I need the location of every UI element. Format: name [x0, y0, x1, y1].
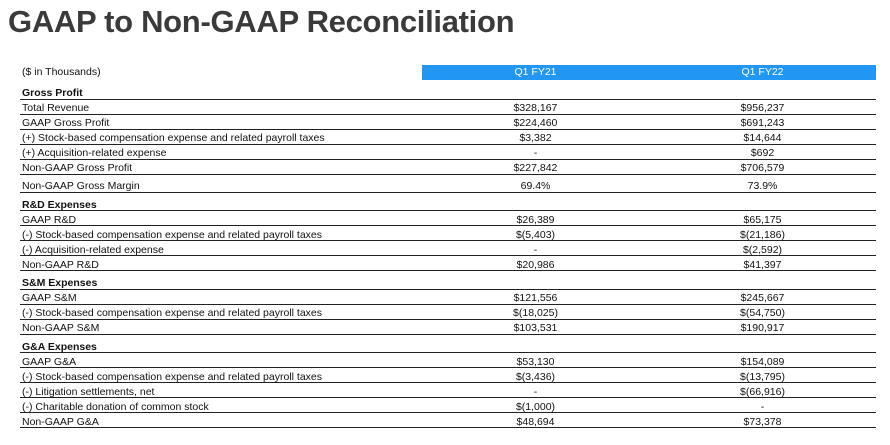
period-header-q1-fy22: Q1 FY22: [649, 65, 876, 80]
section-heading-row: [20, 192, 876, 211]
table-row: [20, 226, 876, 241]
row-value-q1-fy22: $(13,795): [649, 368, 876, 383]
row-value-q1-fy22: $41,397: [649, 256, 876, 271]
row-label: Non-GAAP R&D: [20, 256, 422, 271]
section-heading-gross-profit: Gross Profit: [20, 80, 876, 99]
row-label: (-) Litigation settlements, net: [20, 383, 422, 398]
row-label: GAAP Gross Profit: [20, 114, 422, 129]
table-row: [20, 159, 876, 174]
row-value-q1-fy21: $328,167: [422, 99, 649, 114]
table-row: [20, 99, 876, 114]
row-value-q1-fy22: $(21,186): [649, 226, 876, 241]
row-value-q1-fy22: $956,237: [649, 99, 876, 114]
table-row: [20, 289, 876, 304]
table-row: [20, 319, 876, 334]
table-row: [20, 383, 876, 398]
row-value-q1-fy22: -: [649, 398, 876, 413]
row-value-q1-fy21: $121,556: [422, 289, 649, 304]
row-label: Non-GAAP Gross Profit: [20, 159, 422, 174]
table-row: [20, 174, 876, 192]
row-value-q1-fy21: $48,694: [422, 413, 649, 428]
row-value-q1-fy21: $3,382: [422, 129, 649, 144]
row-value-q1-fy21: $26,389: [422, 211, 649, 226]
row-label: (-) Charitable donation of common stock: [20, 398, 422, 413]
row-value-q1-fy21: $(5,403): [422, 226, 649, 241]
period-header-q1-fy21: Q1 FY21: [422, 65, 649, 80]
section-heading-randd-expenses: R&D Expenses: [20, 192, 876, 211]
units-label: ($ in Thousands): [22, 66, 101, 79]
row-value-q1-fy21: $227,842: [422, 159, 649, 174]
row-label: (+) Stock-based compensation expense and related payroll taxes: [20, 129, 422, 144]
table-row: [20, 398, 876, 413]
section-heading-row: [20, 271, 876, 290]
row-value-q1-fy22: $73,378: [649, 413, 876, 428]
row-value-q1-fy22: $(2,592): [649, 241, 876, 256]
row-label: Non-GAAP Gross Margin: [20, 174, 422, 192]
row-value-q1-fy22: $(54,750): [649, 304, 876, 319]
row-value-q1-fy21: $103,531: [422, 319, 649, 334]
page-title: GAAP to Non-GAAP Reconciliation: [8, 4, 515, 39]
row-value-q1-fy21: $53,130: [422, 353, 649, 368]
table-row: [20, 129, 876, 144]
row-value-q1-fy22: $190,917: [649, 319, 876, 334]
row-value-q1-fy22: $(66,916): [649, 383, 876, 398]
row-value-q1-fy21: $(1,000): [422, 398, 649, 413]
row-label: Non-GAAP S&M: [20, 319, 422, 334]
table-body: [20, 80, 876, 428]
row-value-q1-fy21: 69.4%: [422, 174, 649, 192]
row-value-q1-fy22: $154,089: [649, 353, 876, 368]
row-value-q1-fy21: $(18,025): [422, 304, 649, 319]
row-value-q1-fy22: $245,667: [649, 289, 876, 304]
row-label: (+) Acquisition-related expense: [20, 144, 422, 159]
table-row: [20, 241, 876, 256]
table-row: [20, 353, 876, 368]
table-row: [20, 211, 876, 226]
table-row: [20, 256, 876, 271]
section-heading-ganda-expenses: G&A Expenses: [20, 334, 876, 353]
row-value-q1-fy21: -: [422, 241, 649, 256]
row-value-q1-fy22: $14,644: [649, 129, 876, 144]
row-label: (-) Stock-based compensation expense and related payroll taxes: [20, 304, 422, 319]
row-value-q1-fy22: $65,175: [649, 211, 876, 226]
table-row: [20, 114, 876, 129]
row-value-q1-fy22: $691,243: [649, 114, 876, 129]
table-row: [20, 304, 876, 319]
table-row: [20, 368, 876, 383]
row-value-q1-fy22: 73.9%: [649, 174, 876, 192]
reconciliation-table: [20, 65, 876, 428]
row-label: GAAP S&M: [20, 289, 422, 304]
table-row: [20, 413, 876, 428]
section-heading-row: [20, 334, 876, 353]
section-heading-sandm-expenses: S&M Expenses: [20, 271, 876, 290]
row-value-q1-fy21: $224,460: [422, 114, 649, 129]
table-row: [20, 144, 876, 159]
row-value-q1-fy21: $20,986: [422, 256, 649, 271]
table-header-row: [20, 65, 876, 80]
section-heading-row: [20, 80, 876, 99]
row-label: (-) Stock-based compensation expense and related payroll taxes: [20, 226, 422, 241]
row-label: Total Revenue: [20, 99, 422, 114]
row-label: (-) Stock-based compensation expense and related payroll taxes: [20, 368, 422, 383]
row-label: GAAP R&D: [20, 211, 422, 226]
row-label: GAAP G&A: [20, 353, 422, 368]
row-value-q1-fy21: -: [422, 144, 649, 159]
row-label: (-) Acquisition-related expense: [20, 241, 422, 256]
row-value-q1-fy21: $(3,436): [422, 368, 649, 383]
row-value-q1-fy22: $706,579: [649, 159, 876, 174]
row-value-q1-fy22: $692: [649, 144, 876, 159]
row-value-q1-fy21: -: [422, 383, 649, 398]
row-label: Non-GAAP G&A: [20, 413, 422, 428]
